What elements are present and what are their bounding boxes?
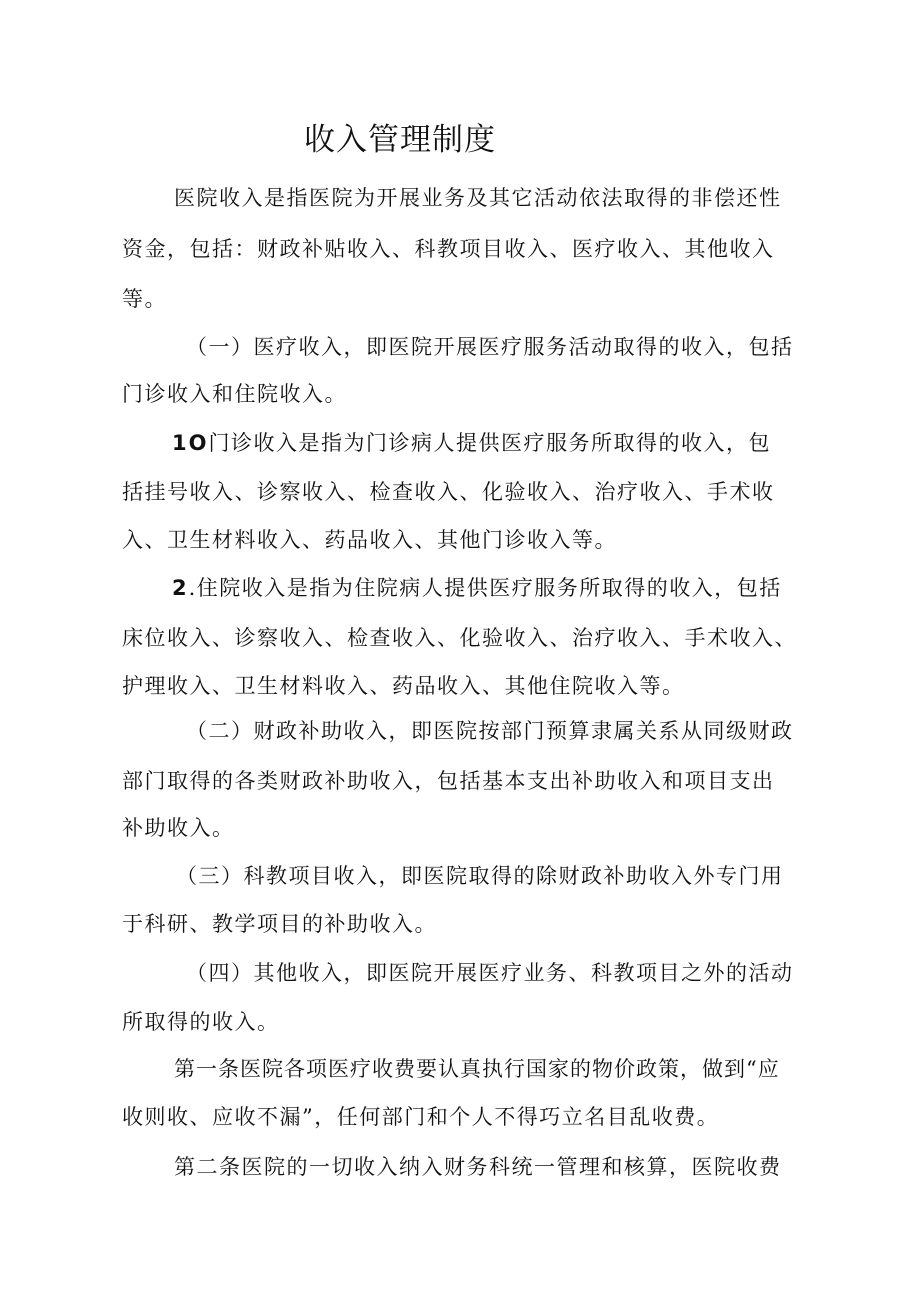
intro-line-1: 医院收入是指医院为开展业务及其它活动依法取得的非偿还性 [174,186,782,210]
item-2-line-1 [172,578,782,599]
item-2-line-2: 床位收入、诊察收入、检查收入、化验收入、治疗收入、手术收入、 [122,626,797,650]
section-1-line-1: （一）医疗收入，即医院开展医疗服务活动取得的收入，包括 [186,335,794,359]
intro-line-3: 等。 [122,287,167,311]
section-2-line-2: 部门取得的各类财政补助收入，包括基本支出补助收入和项目支出 [122,769,775,793]
section-2-line-3: 补助收入。 [122,816,235,840]
section-4-line-2: 所取得的收入。 [122,1010,280,1034]
item-2-text: .住院收入是指为住院病人提供医疗服务所取得的收入，包括 [188,576,782,600]
intro-line-2: 资金，包括：财政补贴收入、科教项目收入、医疗收入、其他收入 [122,237,775,261]
section-4-line-1: （四）其他收入，即医院开展医疗业务、科教项目之外的活动 [186,961,794,985]
section-2-line-1: （二）财政补助收入，即医院按部门预算隶属关系从同级财政 [186,719,794,743]
section-1-line-2: 门诊收入和住院收入。 [122,382,347,406]
item-2-line-3: 护理收入、卫生材料收入、药品收入、其他住院收入等。 [122,674,685,698]
item-1-number: 1O [172,431,209,455]
article-1-line-1: 第一条医院各项医疗收费要认真执行国家的物价政策，做到“应 [174,1057,780,1081]
item-1-line-3: 入、卫生材料收入、药品收入、其他门诊收入等。 [122,528,617,552]
item-1-line-2: 括挂号收入、诊察收入、检查收入、化验收入、治疗收入、手术收 [122,480,775,504]
article-2-line-1: 第二条医院的一切收入纳入财务科统一管理和核算，医院收费 [174,1155,782,1179]
document-title: 收入管理制度 [304,122,496,158]
item-2-number: 2 [172,576,189,600]
section-3-line-1: （三）科教项目收入，即医院取得的除财政补助收入外专门用 [176,864,784,888]
item-1-text: 门诊收入是指为门诊病人提供医疗服务所取得的收入，包 [208,431,771,455]
article-1-line-2: 收则收、应收不漏”，任何部门和个人不得巧立名目乱收费。 [122,1105,720,1129]
item-1-line-1 [172,433,771,454]
section-3-line-2: 于科研、教学项目的补助收入。 [122,912,437,936]
